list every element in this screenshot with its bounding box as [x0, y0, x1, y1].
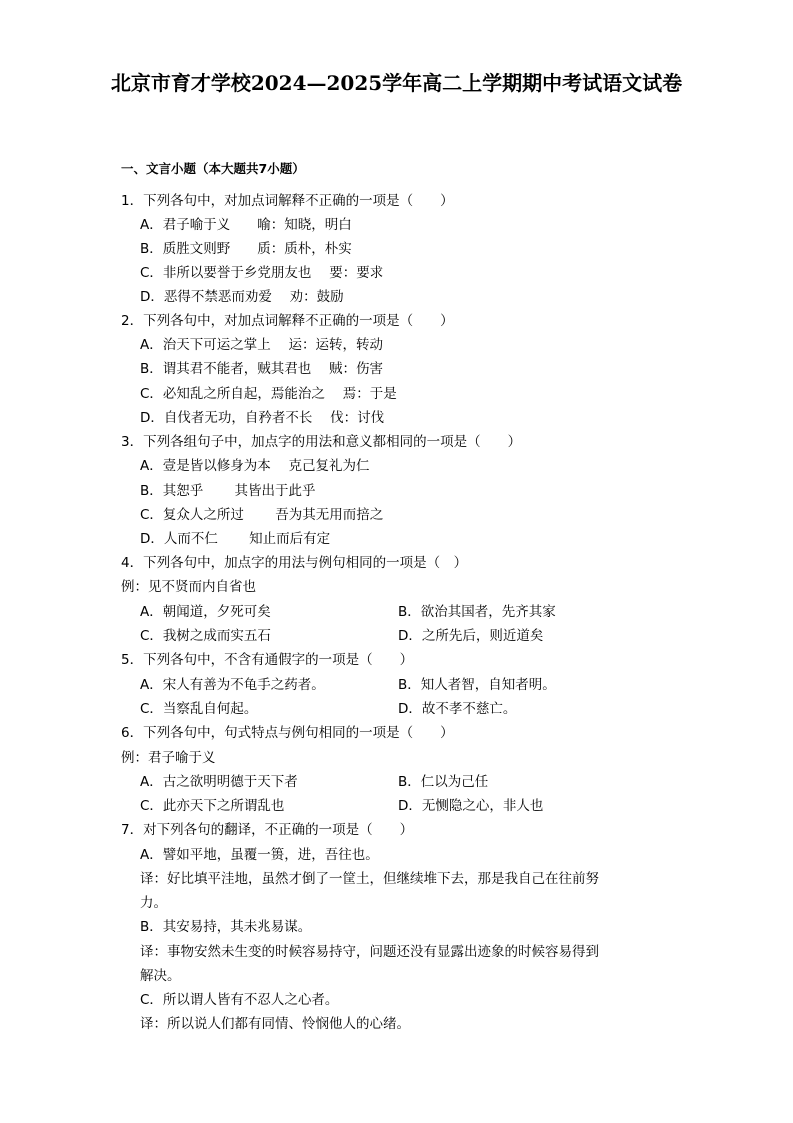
question-5: 5．下列各句中，不含有通假字的一项是（ ） [121, 652, 414, 668]
question-7-option-b-translation: 译：事物安然未生变的时候容易持守，问题还没有显露出迹象的时候容易得到 [140, 944, 599, 960]
question-5-option-b: B．知人者智，自知者明。 [398, 677, 556, 693]
question-6-option-c: C．此亦天下之所谓乱也 [140, 798, 285, 814]
question-2-option-d: D．自伐者无功，自矜者不长 伐：讨伐 [140, 410, 385, 426]
question-7: 7．对下列各句的翻译，不正确的一项是（ ） [121, 822, 414, 838]
question-4: 4．下列各句中，加点字的用法与例句相同的一项是（ ） [121, 555, 468, 571]
section-heading: 一、文言小题（本大题共7小题） [121, 161, 305, 176]
question-5-option-d: D．故不孝不慈亡。 [398, 701, 517, 717]
question-1-option-b: B．质胜文则野 质：质朴，朴实 [140, 241, 352, 257]
question-3-option-c: C．复众人之所过 吾为其无用而掊之 [140, 507, 384, 523]
question-2-option-b: B．谓其君不能者，贼其君也 贼：伤害 [140, 361, 384, 377]
question-4-option-c: C．我树之成而实五石 [140, 628, 271, 644]
question-7-option-c-translation: 译：所以说人们都有同情、怜悯他人的心绪。 [140, 1016, 410, 1032]
question-1-option-c: C．非所以要誉于乡党朋友也 要：要求 [140, 265, 384, 281]
question-7-option-c: C．所以谓人皆有不忍人之心者。 [140, 992, 339, 1008]
question-7-option-a-translation-cont: 力。 [140, 895, 167, 911]
question-2: 2．下列各句中，对加点词解释不正确的一项是（ ） [121, 313, 454, 329]
question-6: 6．下列各句中，句式特点与例句相同的一项是（ ） [121, 725, 454, 741]
question-7-option-a: A．譬如平地，虽覆一篑，进，吾往也。 [140, 847, 379, 863]
question-4-option-a: A．朝闻道，夕死可矣 [140, 604, 271, 620]
question-6-example: 例：君子喻于义 [121, 750, 216, 766]
question-4-example: 例：见不贤而内自省也 [121, 579, 256, 595]
question-2-option-c: C．必知乱之所自起，焉能治之 焉：于是 [140, 386, 397, 402]
question-1-option-d: D．恶得不禁恶而劝爱 劝：鼓励 [140, 289, 344, 305]
question-7-option-a-translation: 译：好比填平洼地，虽然才倒了一筐土，但继续堆下去，那是我自己在往前努 [140, 871, 599, 887]
question-6-option-d: D．无恻隐之心，非人也 [398, 798, 544, 814]
question-3-option-b: B．其恕乎 其皆出于此乎 [140, 483, 316, 499]
question-7-option-b-translation-cont: 解决。 [140, 968, 181, 984]
question-7-option-b: B．其安易持，其未兆易谋。 [140, 919, 312, 935]
exam-title: 北京市育才学校2024—2025学年高二上学期期中考试语文试卷 [110, 71, 683, 95]
question-6-option-b: B．仁以为己任 [398, 774, 489, 790]
question-3-option-a: A．壹是皆以修身为本 克己复礼为仁 [140, 458, 370, 474]
question-1-option-a: A．君子喻于义 喻：知晓，明白 [140, 217, 352, 233]
question-3: 3．下列各组句子中，加点字的用法和意义都相同的一项是（ ） [121, 434, 522, 450]
question-4-option-b: B．欲治其国者，先齐其家 [398, 604, 556, 620]
question-2-option-a: A．治天下可运之掌上 运：运转，转动 [140, 337, 384, 353]
question-5-option-a: A．宋人有善为不龟手之药者。 [140, 677, 325, 693]
question-3-option-d: D．人而不仁 知止而后有定 [140, 531, 331, 547]
question-4-option-d: D．之所先后，则近道矣 [398, 628, 544, 644]
question-5-option-c: C．当察乱自何起。 [140, 701, 258, 717]
question-1: 1．下列各句中，对加点词解释不正确的一项是（ ） [121, 193, 454, 209]
question-6-option-a: A．古之欲明明德于天下者 [140, 774, 298, 790]
